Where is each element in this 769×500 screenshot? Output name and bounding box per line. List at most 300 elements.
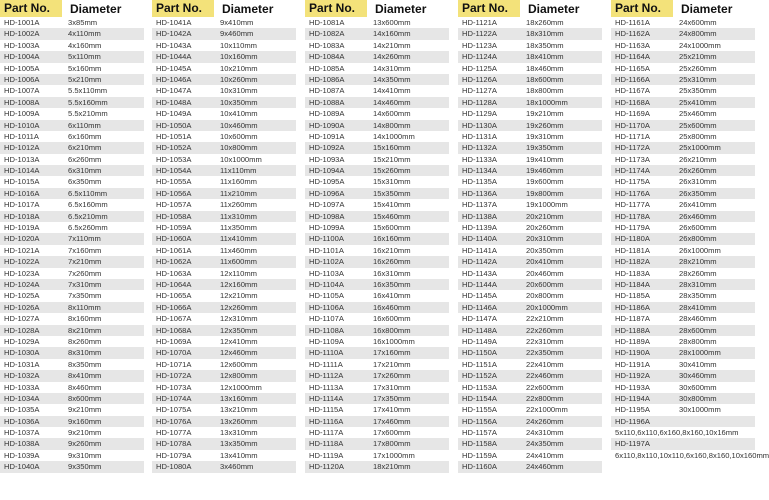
part-number: HD-1054A: [156, 166, 192, 176]
table-row: [458, 142, 602, 153]
diameter-value: 10x350mm: [220, 97, 258, 107]
table-row: [305, 222, 449, 233]
diameter-value: 10x310mm: [220, 86, 258, 96]
table-row: [305, 17, 449, 28]
table-row: [611, 416, 755, 427]
diameter-value: 12x260mm: [220, 302, 258, 312]
part-number: HD-1163A: [615, 40, 650, 50]
part-number: HD-1013A: [4, 154, 40, 164]
diameter-value: 7x160mm: [68, 245, 102, 255]
table-row: [152, 188, 296, 199]
table-row: [611, 438, 755, 449]
part-number: HD-1049A: [156, 109, 192, 119]
diameter-value: 10x460mm: [220, 120, 258, 130]
part-number: HD-1140A: [462, 234, 497, 244]
diameter-value: 20x260mm: [526, 223, 564, 233]
table-row: [0, 245, 144, 256]
diameter-value: 16x160mm: [373, 234, 411, 244]
diameter-value: 4x110mm: [68, 29, 101, 39]
table-row: [611, 28, 755, 39]
part-number: HD-1029A: [4, 336, 40, 346]
table-row: [0, 40, 144, 51]
part-number: HD-1092A: [309, 143, 345, 153]
diameter-value: 20x1000mm: [526, 302, 568, 312]
diameter-value: 19x260mm: [526, 120, 564, 130]
part-number: HD-1035A: [4, 405, 40, 415]
part-number: HD-1135A: [462, 177, 497, 187]
table-row: [0, 233, 144, 244]
part-number: HD-1067A: [156, 314, 192, 324]
part-number: HD-1066A: [156, 302, 192, 312]
diameter-value: 5x160mm: [68, 63, 102, 73]
diameter-value: 17x160mm: [373, 348, 411, 358]
part-number: HD-1165A: [615, 63, 650, 73]
table-row: [458, 256, 602, 267]
diameter-value: 26x260mm: [679, 166, 717, 176]
table-row: [611, 382, 755, 393]
diameter-value: 20x310mm: [526, 234, 564, 244]
part-number: HD-1139A: [462, 223, 497, 233]
part-number: HD-1023A: [4, 268, 40, 278]
part-number: HD-1033A: [4, 382, 40, 392]
table-row: [152, 233, 296, 244]
table-row: [0, 370, 144, 381]
part-number: HD-1117A: [309, 428, 344, 438]
part-number: HD-1063A: [156, 268, 192, 278]
diameter-value: 14x350mm: [373, 74, 411, 84]
table-row: [152, 74, 296, 85]
part-number: HD-1031A: [4, 359, 40, 369]
table-row: [152, 461, 296, 472]
table-row: [0, 74, 144, 85]
table-row: [152, 222, 296, 233]
table-row: [0, 28, 144, 39]
column-header: [611, 0, 755, 17]
table-row: [305, 370, 449, 381]
table-row: [458, 268, 602, 279]
part-number: HD-1173A: [615, 154, 650, 164]
diameter-value: 12x160mm: [220, 279, 258, 289]
table-row: [0, 427, 144, 438]
table-row: [0, 382, 144, 393]
part-number: HD-1027A: [4, 314, 40, 324]
table-row: [611, 404, 755, 415]
diameter-value: 24x260mm: [526, 416, 564, 426]
table-row: [305, 325, 449, 336]
part-number: HD-1158A: [462, 439, 497, 449]
part-number: HD-1018A: [4, 211, 40, 221]
diameter-value: 16x210mm: [373, 245, 411, 255]
part-no-header: Part No.: [611, 0, 673, 17]
diameter-value: 6.5x160mm: [68, 200, 108, 210]
table-row: [611, 108, 755, 119]
table-row: [152, 40, 296, 51]
table-row: [611, 302, 755, 313]
diameter-value: 30x600mm: [679, 382, 717, 392]
diameter-value: 28x410mm: [679, 302, 717, 312]
diameter-value: 6x160mm: [68, 131, 102, 141]
diameter-value: 6.5x260mm: [68, 223, 108, 233]
table-row: [305, 63, 449, 74]
diameter-value: 8x600mm: [68, 393, 102, 403]
table-row: [152, 256, 296, 267]
table-row: [0, 416, 144, 427]
table-row: [305, 404, 449, 415]
diameter-value: 10x260mm: [220, 74, 258, 84]
part-number: HD-1171A: [615, 131, 650, 141]
part-number: HD-1182A: [615, 257, 650, 267]
column-header: [458, 0, 602, 17]
diameter-value: 5x110mm: [68, 52, 101, 62]
diameter-value: 25x310mm: [679, 74, 717, 84]
table-row: [152, 313, 296, 324]
part-number: HD-1016A: [4, 188, 40, 198]
diameter-value: 28x350mm: [679, 291, 717, 301]
table-row: [305, 416, 449, 427]
part-number: HD-1184A: [615, 279, 650, 289]
part-number: HD-1064A: [156, 279, 192, 289]
table-row: [611, 51, 755, 62]
table-row: [611, 325, 755, 336]
table-row: [152, 393, 296, 404]
diameter-value: 12x350mm: [220, 325, 258, 335]
table-row: [458, 63, 602, 74]
part-number: HD-1071A: [156, 359, 192, 369]
table-row: [305, 51, 449, 62]
table-row: [305, 40, 449, 51]
part-number: HD-1094A: [309, 166, 345, 176]
set-note: 6x110,8x110,10x110,6x160,8x160,10x160mm: [615, 450, 769, 460]
part-number: HD-1074A: [156, 393, 192, 403]
table-row: [305, 347, 449, 358]
part-number: HD-1108A: [309, 325, 344, 335]
part-number: HD-1149A: [462, 336, 497, 346]
part-number: HD-1188A: [615, 325, 650, 335]
part-number: HD-1011A: [4, 131, 39, 141]
diameter-value: 11x260mm: [220, 200, 258, 210]
part-number: HD-1061A: [156, 245, 192, 255]
part-number: HD-1123A: [462, 40, 497, 50]
diameter-value: 3x85mm: [68, 18, 98, 27]
table-row: [152, 28, 296, 39]
table-row: [0, 325, 144, 336]
table-row: [611, 165, 755, 176]
diameter-value: 6x110mm: [68, 120, 101, 130]
table-row: [611, 393, 755, 404]
diameter-value: 26x210mm: [679, 154, 717, 164]
part-number: HD-1144A: [462, 279, 497, 289]
diameter-value: 6x260mm: [68, 154, 102, 164]
part-number: HD-1086A: [309, 74, 345, 84]
diameter-value: 12x110mm: [220, 268, 258, 278]
table-row: [152, 131, 296, 142]
part-number: HD-1160A: [462, 462, 497, 472]
diameter-value: 18x460mm: [526, 63, 564, 73]
diameter-value: 4x160mm: [68, 40, 102, 50]
diameter-value: 3x460mm: [220, 462, 254, 472]
diameter-value: 8x460mm: [68, 382, 102, 392]
table-row: [458, 393, 602, 404]
diameter-value: 13x260mm: [220, 416, 258, 426]
part-number: HD-1138A: [462, 211, 497, 221]
diameter-value: 15x600mm: [373, 223, 411, 233]
part-no-header: Part No.: [305, 0, 367, 17]
diameter-value: 8x160mm: [68, 314, 102, 324]
part-number: HD-1168A: [615, 97, 650, 107]
part-number: HD-1136A: [462, 188, 497, 198]
table-row: [305, 290, 449, 301]
diameter-value: 15x260mm: [373, 166, 411, 176]
part-number: HD-1081A: [309, 18, 345, 27]
column-header: [152, 0, 296, 17]
table-row: [152, 176, 296, 187]
diameter-value: 15x160mm: [373, 143, 411, 153]
part-number: HD-1164A: [615, 52, 650, 62]
diameter-value: 16x410mm: [373, 291, 411, 301]
table-row: [152, 450, 296, 461]
table-row: [0, 256, 144, 267]
table-row: [152, 17, 296, 28]
diameter-value: 26x350mm: [679, 188, 717, 198]
part-number: HD-1024A: [4, 279, 40, 289]
part-no-header: Part No.: [458, 0, 520, 17]
part-number: HD-1110A: [309, 348, 344, 358]
table-row: [458, 347, 602, 358]
part-number: HD-1115A: [309, 405, 344, 415]
table-row: [152, 382, 296, 393]
part-number: HD-1195A: [615, 405, 650, 415]
table-row: [152, 370, 296, 381]
diameter-value: 5.5x210mm: [68, 109, 108, 119]
part-number: HD-1119A: [309, 450, 344, 460]
diameter-value: 11x410mm: [220, 234, 258, 244]
table-row: [305, 313, 449, 324]
table-row: [0, 51, 144, 62]
part-number: HD-1051A: [156, 131, 192, 141]
diameter-value: 25x600mm: [679, 120, 717, 130]
table-row: [458, 176, 602, 187]
part-number: HD-1178A: [615, 211, 650, 221]
diameter-value: 30x410mm: [679, 359, 717, 369]
table-row: [458, 461, 602, 472]
table-row: [458, 233, 602, 244]
diameter-header: Diameter: [681, 1, 733, 16]
table-row: [458, 416, 602, 427]
diameter-value: 25x260mm: [679, 63, 717, 73]
part-number: HD-1041A: [156, 18, 192, 27]
diameter-value: 12x1000mm: [220, 382, 262, 392]
part-number: HD-1121A: [462, 18, 497, 27]
table-row: [305, 142, 449, 153]
part-number: HD-1166A: [615, 74, 650, 84]
part-number: HD-1153A: [462, 382, 497, 392]
part-number: HD-1102A: [309, 257, 344, 267]
part-number: HD-1194A: [615, 393, 650, 403]
table-row: [152, 427, 296, 438]
table-row: [0, 393, 144, 404]
part-number: HD-1174A: [615, 166, 650, 176]
part-number: HD-1095A: [309, 177, 345, 187]
table-row: [458, 450, 602, 461]
part-number: HD-1179A: [615, 223, 650, 233]
table-row: [458, 438, 602, 449]
part-number: HD-1185A: [615, 291, 650, 301]
table-row: [611, 256, 755, 267]
part-number: HD-1017A: [4, 200, 40, 210]
part-number: HD-1012A: [4, 143, 40, 153]
part-number: HD-1169A: [615, 109, 650, 119]
table-row: [458, 17, 602, 28]
part-number: HD-1057A: [156, 200, 192, 210]
diameter-value: 26x800mm: [679, 234, 717, 244]
part-number: HD-1120A: [309, 462, 344, 472]
diameter-value: 5x210mm: [68, 74, 102, 84]
table-row: [0, 302, 144, 313]
diameter-value: 22x260mm: [526, 325, 564, 335]
diameter-value: 15x210mm: [373, 154, 411, 164]
part-number: HD-1019A: [4, 223, 40, 233]
table-row: [0, 63, 144, 74]
table-row: [0, 17, 144, 28]
part-number: HD-1097A: [309, 200, 345, 210]
diameter-value: 24x350mm: [526, 439, 564, 449]
diameter-value: 11x600mm: [220, 257, 258, 267]
part-number: HD-1043A: [156, 40, 192, 50]
diameter-value: 24x800mm: [679, 29, 717, 39]
part-number: HD-1076A: [156, 416, 192, 426]
table-row: [611, 17, 755, 28]
diameter-value: 15x350mm: [373, 188, 411, 198]
part-number: HD-1161A: [615, 18, 650, 27]
diameter-value: 26x410mm: [679, 200, 717, 210]
part-number: HD-1036A: [4, 416, 40, 426]
part-number: HD-1006A: [4, 74, 40, 84]
table-row: [0, 142, 144, 153]
part-number: HD-1020A: [4, 234, 40, 244]
diameter-value: 12x600mm: [220, 359, 258, 369]
part-number: HD-1196A: [615, 416, 650, 426]
table-row: [152, 245, 296, 256]
diameter-value: 9x210mm: [68, 428, 102, 438]
table-row: [0, 450, 144, 461]
diameter-value: 11x210mm: [220, 188, 258, 198]
table-row: [305, 302, 449, 313]
table-row: [611, 40, 755, 51]
diameter-value: 17x460mm: [373, 416, 411, 426]
table-row: [611, 188, 755, 199]
diameter-value: 24x600mm: [679, 18, 717, 27]
table-row: [305, 199, 449, 210]
column-1: [0, 0, 144, 473]
table-row: [305, 438, 449, 449]
part-number: HD-1162A: [615, 29, 650, 39]
diameter-value: 11x310mm: [220, 211, 258, 221]
table-row: [152, 97, 296, 108]
diameter-value: 26x600mm: [679, 223, 717, 233]
table-row: [0, 268, 144, 279]
diameter-value: 16x460mm: [373, 302, 411, 312]
table-row: [152, 199, 296, 210]
table-row: [0, 97, 144, 108]
diameter-value: 11x350mm: [220, 223, 258, 233]
table-row: [152, 438, 296, 449]
diameter-value: 14x1000mm: [373, 131, 415, 141]
column-3: [305, 0, 449, 473]
part-number: HD-1157A: [462, 428, 497, 438]
part-number: HD-1190A: [615, 348, 650, 358]
part-number: HD-1032A: [4, 371, 40, 381]
table-row: [611, 359, 755, 370]
diameter-value: 11x110mm: [220, 166, 257, 176]
part-no-header: Part No.: [0, 0, 62, 17]
part-number: HD-1078A: [156, 439, 192, 449]
table-row: [458, 427, 602, 438]
table-row: [458, 154, 602, 165]
part-number: HD-1116A: [309, 416, 344, 426]
table-row: [458, 108, 602, 119]
part-number: HD-1046A: [156, 74, 192, 84]
diameter-value: 26x310mm: [679, 177, 717, 187]
table-row: [611, 279, 755, 290]
part-number: HD-1088A: [309, 97, 345, 107]
diameter-value: 19x460mm: [526, 166, 564, 176]
diameter-value: 16x800mm: [373, 325, 411, 335]
table-row: [611, 120, 755, 131]
part-number: HD-1146A: [462, 302, 497, 312]
diameter-value: 10x110mm: [220, 40, 258, 50]
part-number: HD-1189A: [615, 336, 650, 346]
table-row: [458, 28, 602, 39]
diameter-value: 28x600mm: [679, 325, 717, 335]
diameter-value: 9x260mm: [68, 439, 102, 449]
part-number: HD-1152A: [462, 371, 497, 381]
diameter-value: 8x110mm: [68, 302, 101, 312]
table-row: [458, 120, 602, 131]
table-row: [152, 290, 296, 301]
diameter-value: 13x310mm: [220, 428, 258, 438]
column-4: [458, 0, 602, 473]
part-number: HD-1058A: [156, 211, 192, 221]
diameter-value: 10x1000mm: [220, 154, 262, 164]
diameter-value: 10x160mm: [220, 52, 258, 62]
table-row: [152, 63, 296, 74]
table-row: [0, 199, 144, 210]
diameter-value: 22x410mm: [526, 359, 564, 369]
diameter-value: 17x800mm: [373, 439, 411, 449]
part-number: HD-1079A: [156, 450, 192, 460]
part-number: HD-1052A: [156, 143, 192, 153]
diameter-value: 7x210mm: [68, 257, 102, 267]
table-row: [458, 97, 602, 108]
diameter-value: 14x160mm: [373, 29, 411, 39]
diameter-value: 6x350mm: [68, 177, 102, 187]
part-number: HD-1131A: [462, 131, 497, 141]
table-row: [458, 359, 602, 370]
diameter-value: 17x210mm: [373, 359, 411, 369]
table-row: [458, 74, 602, 85]
diameter-value: 19x210mm: [526, 109, 564, 119]
diameter-value: 20x460mm: [526, 268, 564, 278]
diameter-value: 16x600mm: [373, 314, 411, 324]
table-row: [611, 85, 755, 96]
part-number: HD-1022A: [4, 257, 40, 267]
diameter-value: 15x460mm: [373, 211, 411, 221]
table-row: [458, 302, 602, 313]
table-row: [458, 211, 602, 222]
part-number: HD-1062A: [156, 257, 192, 267]
diameter-value: 14x600mm: [373, 109, 411, 119]
diameter-value: 18x410mm: [526, 52, 564, 62]
